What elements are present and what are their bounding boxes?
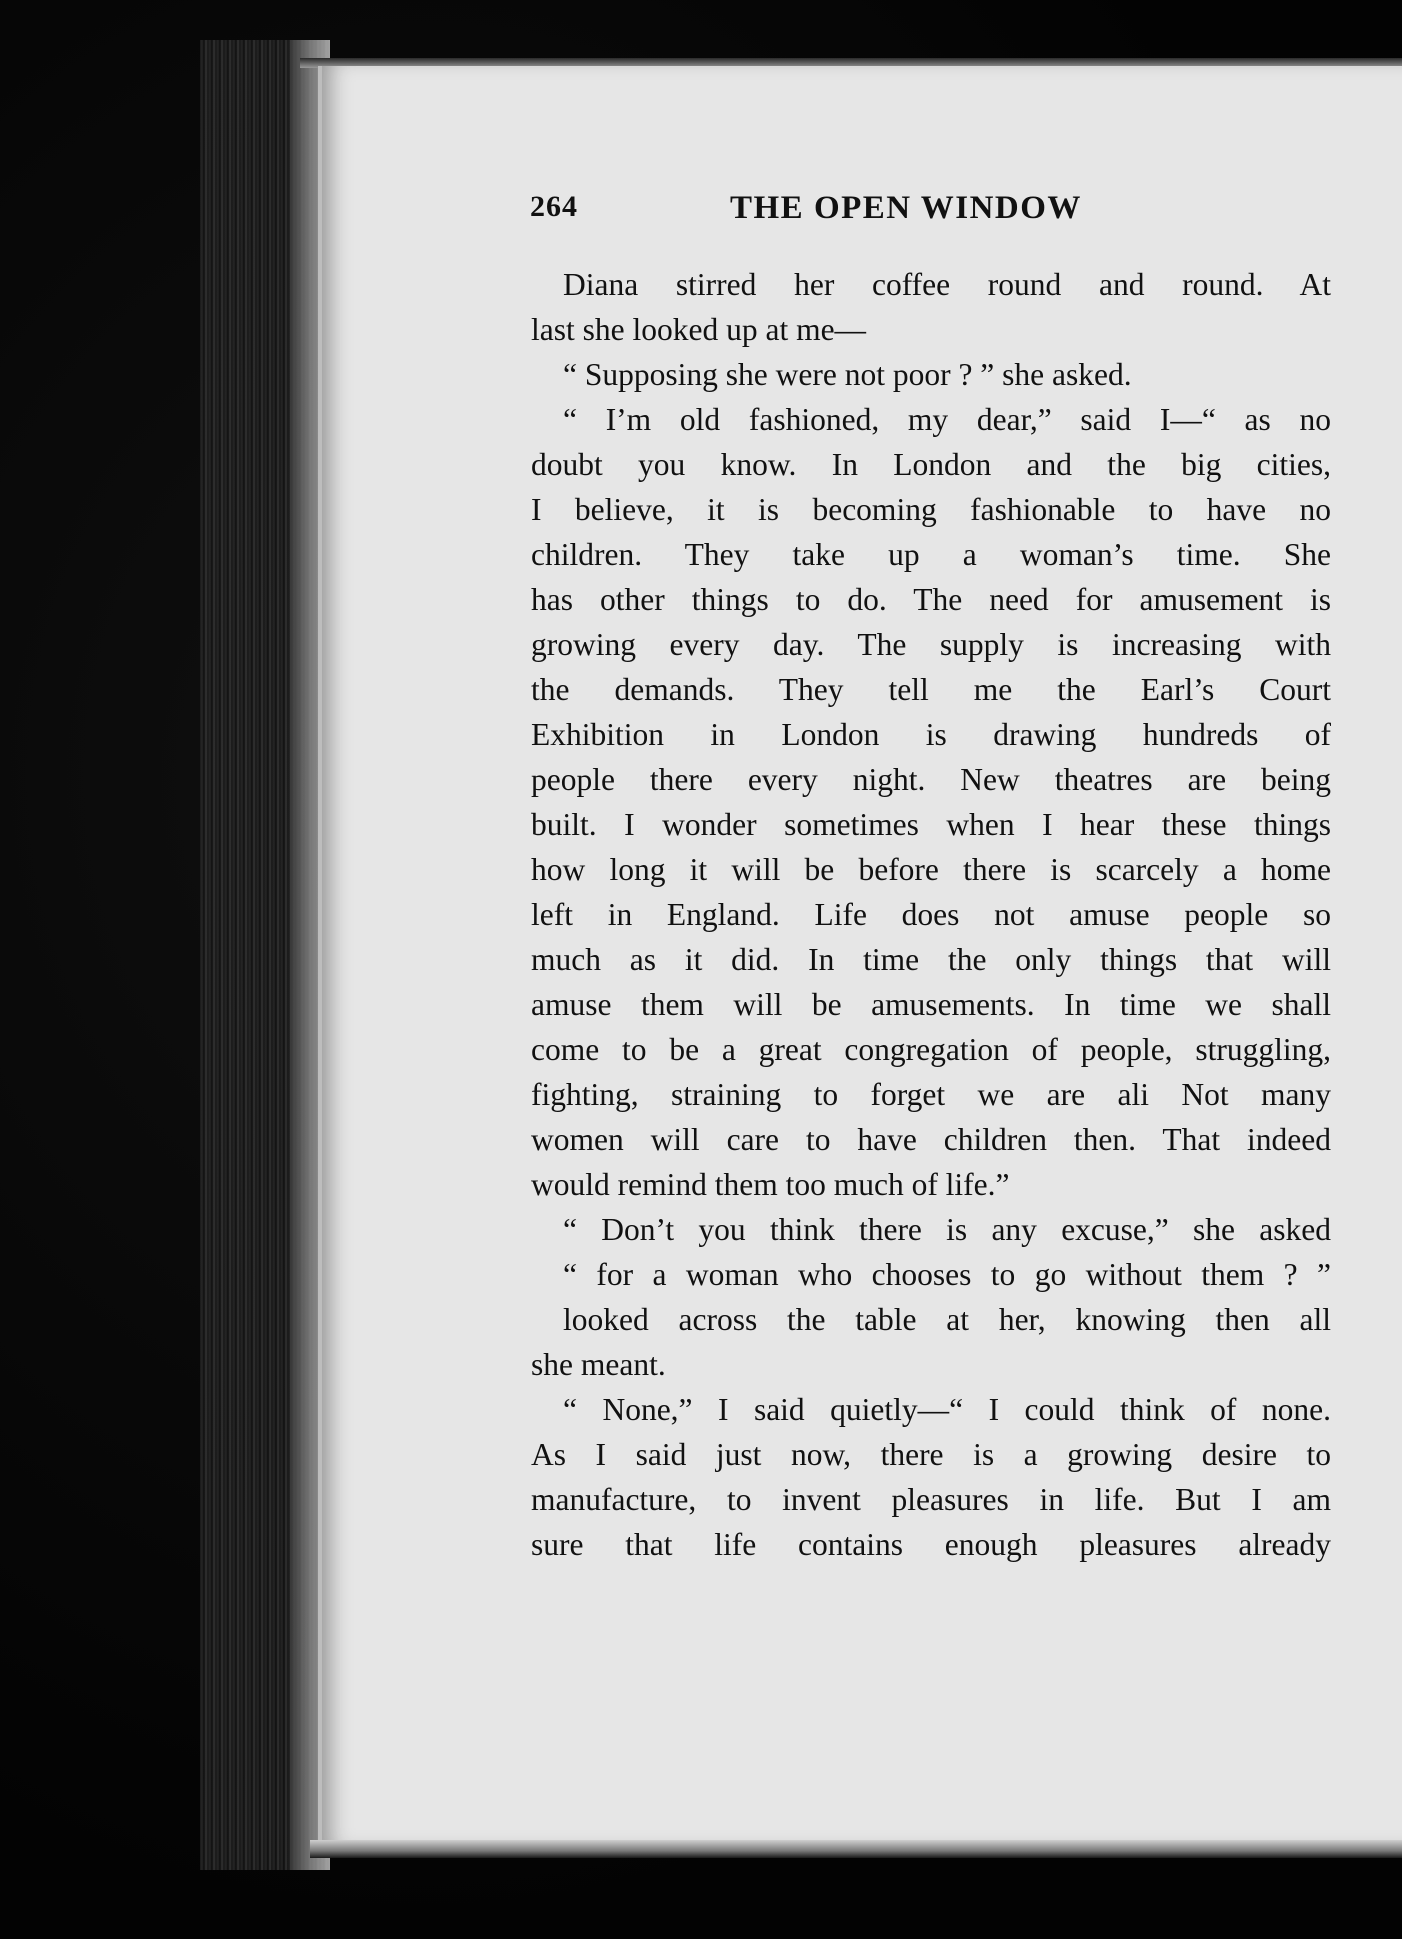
text-line: As I said just now, there is a growing desire to — [531, 1437, 1331, 1472]
text-line: much as it did. In time the only things that will — [531, 942, 1331, 977]
body-text — [531, 262, 1331, 1567]
text-line: “ None,” I said quietly—“ I could think of none. — [563, 1392, 1331, 1427]
text-line: she meant. — [531, 1347, 666, 1382]
text-line: “ Don’t you think there is any excuse,” she asked — [563, 1212, 1331, 1247]
text-line: children. They take up a woman’s time. She — [531, 537, 1331, 572]
text-line: come to be a great congregation of people, struggling, — [531, 1032, 1331, 1067]
text-line: Exhibition in London is drawing hundreds of — [531, 717, 1331, 752]
text-line: how long it will be before there is scarcely a home — [531, 852, 1331, 887]
text-line: “ I’m old fashioned, my dear,” said I—“ as no — [563, 402, 1331, 437]
text-line: has other things to do. The need for amusement is — [531, 582, 1331, 617]
text-line: people there every night. New theatres are being — [531, 762, 1331, 797]
text-line: I believe, it is becoming fashionable to have no — [531, 492, 1331, 527]
page-number: 264 — [530, 190, 578, 223]
text-line: doubt you know. In London and the big cities, — [531, 447, 1331, 482]
page-header — [530, 190, 1330, 234]
page-edges-stack — [200, 40, 330, 1870]
running-title: THE OPEN WINDOW — [730, 190, 1082, 226]
page-bottom-edge — [310, 1840, 1402, 1858]
text-line: growing every day. The supply is increasing with — [531, 627, 1331, 662]
text-line: the demands. They tell me the Earl’s Court — [531, 672, 1331, 707]
text-line: built. I wonder sometimes when I hear these things — [531, 807, 1331, 842]
text-line: left in England. Life does not amuse people so — [531, 897, 1331, 932]
text-line: looked across the table at her, knowing then all — [563, 1302, 1331, 1337]
text-line: sure that life contains enough pleasures already — [531, 1527, 1331, 1562]
text-line: would remind them too much of life.” — [531, 1167, 1010, 1202]
text-line: manufacture, to invent pleasures in life. But I am — [531, 1482, 1331, 1517]
text-line: women will care to have children then. That indeed — [531, 1122, 1331, 1157]
text-line: last she looked up at me— — [531, 312, 867, 347]
text-line: amuse them will be amusements. In time we shall — [531, 987, 1331, 1022]
text-line: Diana stirred her coffee round and round. At — [563, 267, 1331, 302]
text-line: “ Supposing she were not poor ? ” she asked. — [563, 357, 1132, 392]
text-line: fighting, straining to forget we are ali Not many — [531, 1077, 1331, 1112]
text-line: “ for a woman who chooses to go without them ? ” — [563, 1257, 1331, 1292]
